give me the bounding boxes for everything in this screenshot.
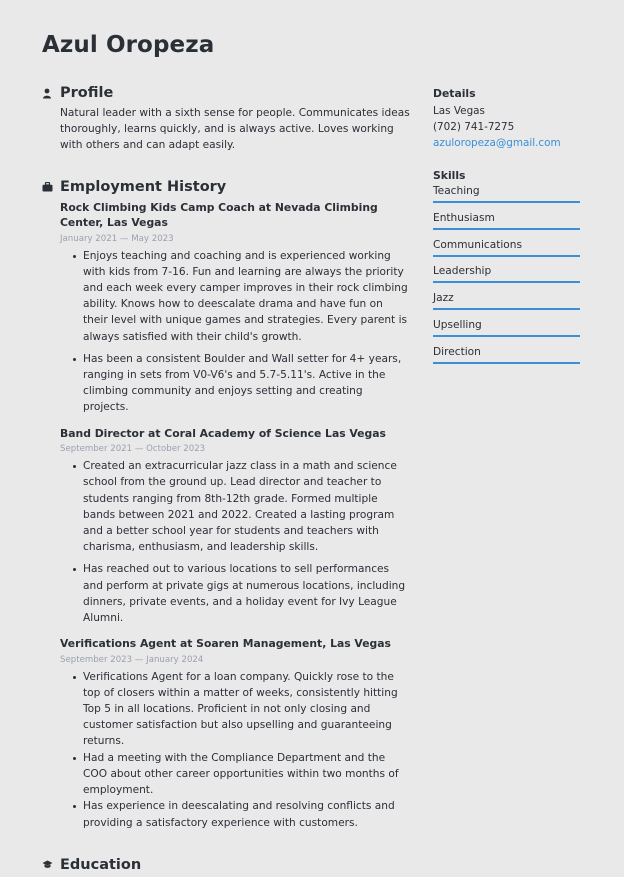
skill-name: Enthusiasm: [433, 211, 495, 224]
resume-name: Azul Oropeza: [42, 32, 215, 58]
job-entry: [60, 636, 410, 831]
skill-name: Teaching: [433, 185, 480, 197]
briefcase-icon: [42, 180, 60, 194]
job-bullet: Verifications Agent for a loan company. Quickly rose to the top of closers within a matter of weeks, consistently hitting Top 5 in all locations. Proficient in not only closing and customer satisfaction but also upselling and guaranteeing returns.: [71, 669, 410, 750]
job-bullet: Created an extracurricular jazz class in a math and science school from the ground up. Lead director and teacher to students ranging from 8th-12th grade. Formed multiple bands between 2021 and 2022. Created a lasting program and a better school year for students and teachers with charisma, enthusiasm, and leadership skills.: [71, 458, 410, 555]
skill-level-bar: [433, 335, 580, 337]
details-city: Las Vegas: [433, 105, 485, 117]
education-title: Education: [60, 856, 142, 873]
job-title: Rock Climbing Kids Camp Coach at Nevada Climbing Center, Las Vegas: [60, 200, 378, 230]
details-section: [433, 86, 581, 151]
job-title: Band Director at Coral Academy of Science Las Vegas: [60, 426, 386, 440]
job-title: Verifications Agent at Soaren Management, Las Vegas: [60, 637, 391, 651]
education-section: [42, 854, 410, 876]
skill-item: [433, 183, 581, 210]
main-column: [42, 82, 410, 876]
job-bullet: Has reached out to various locations to sell performances and perform at private gigs at numerous locations, including dinners, private events, and a holiday event for Ivy League Alumni.: [71, 561, 410, 626]
person-icon: [42, 86, 60, 100]
skill-name: Upselling: [433, 318, 482, 331]
skill-item: [433, 237, 581, 264]
job-dates: September 2021 — October 2023: [60, 444, 206, 455]
skill-item: [433, 290, 581, 317]
employment-title: Employment History: [60, 178, 227, 195]
skill-item: [433, 263, 581, 290]
skills-section: [433, 168, 581, 371]
skills-list: [433, 183, 581, 371]
skill-level-bar: [433, 362, 580, 364]
job-dates: September 2023 — January 2024: [60, 654, 204, 665]
education-heading: [42, 854, 410, 876]
details-email-link[interactable]: azuloropeza@gmail.com: [433, 137, 561, 149]
skill-item: [433, 317, 581, 344]
skill-name: Leadership: [433, 265, 492, 278]
profile-section: [42, 82, 410, 154]
skill-level-bar: [433, 255, 580, 257]
details-phone: (702) 741-7275: [433, 121, 515, 133]
sidebar: [433, 86, 581, 371]
job-bullets: [71, 669, 410, 831]
skill-level-bar: [433, 228, 580, 230]
skill-level-bar: [433, 201, 580, 203]
job-bullet: Has been a consistent Boulder and Wall setter for 4+ years, ranging in sets from V0-V6's and 5.7-5.11's. Active in the climbing community and enjoys setting and creating projects.: [71, 351, 410, 416]
skill-name: Jazz: [433, 292, 454, 305]
job-bullets: [71, 248, 410, 416]
job-dates: January 2021 — May 2023: [60, 233, 174, 244]
job-bullet: Enjoys teaching and coaching and is experienced working with kids from 7-16. Fun and learning are always the priority and each week every camper improves in their rock climbing ability. Knows how to deescalate drama and have fun on their level with unique games and strategies. Every parent is always satisfied with their child's growth.: [71, 248, 410, 345]
graduation-cap-icon: [42, 858, 60, 872]
job-bullets: [71, 458, 410, 626]
profile-heading: [42, 82, 410, 104]
skill-level-bar: [433, 281, 580, 283]
job-bullet: Had a meeting with the Compliance Department and the COO about other career opportunities within two months of employment.: [71, 750, 410, 799]
skill-name: Direction: [433, 345, 481, 358]
employment-section: [42, 176, 410, 831]
details-title: Details: [433, 87, 476, 100]
profile-text: Natural leader with a sixth sense for people. Communicates ideas thoroughly, learns quickly, and is always active. Loves working with others and can adapt easily.: [60, 107, 410, 152]
skills-title: Skills: [433, 169, 466, 182]
profile-title: Profile: [60, 85, 114, 101]
skill-name: Communications: [433, 238, 523, 251]
job-entry: [60, 200, 410, 416]
skill-item: [433, 210, 581, 237]
job-bullet: Has experience in deescalating and resolving conflicts and providing a satisfactory experience with customers.: [71, 798, 410, 830]
skill-item: [433, 344, 581, 371]
skill-level-bar: [433, 308, 580, 310]
job-entry: [60, 426, 410, 627]
employment-heading: [42, 176, 410, 198]
